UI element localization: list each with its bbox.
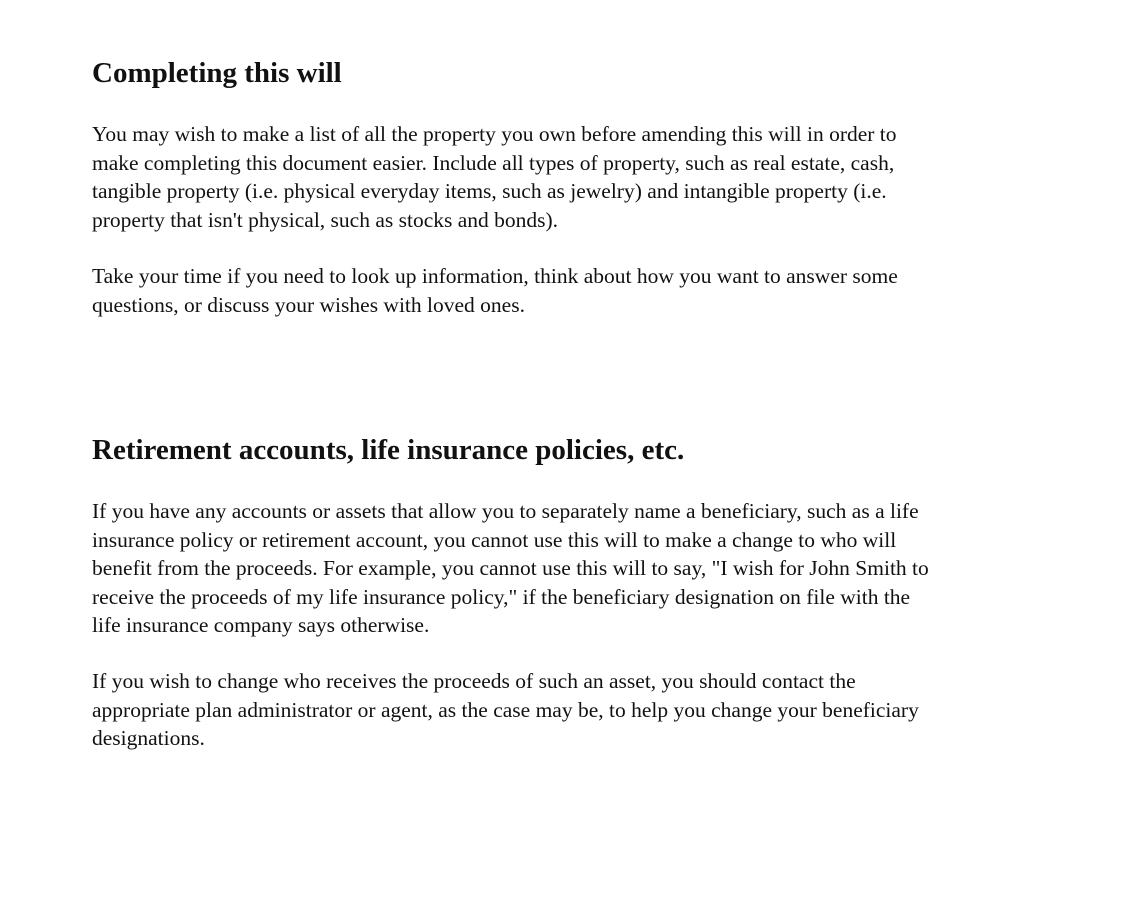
paragraph-line: questions, or discuss your wishes with loved ones. xyxy=(92,292,525,317)
paragraph-line: insurance policy or retirement account, you cannot use this will to make a change to who will xyxy=(92,527,897,552)
paragraph-change-beneficiary xyxy=(92,667,1057,753)
paragraph-line: tangible property (i.e. physical everyday items, such as jewelry) and intangible property (i.e. xyxy=(92,179,887,204)
paragraph-line: appropriate plan administrator or agent, as the case may be, to help you change your beneficiary xyxy=(92,697,919,722)
paragraph-line: designations. xyxy=(92,726,205,751)
paragraph-line: make completing this document easier. Include all types of property, such as real estate, cash, xyxy=(92,150,895,175)
paragraph-line: receive the proceeds of my life insurance policy," if the beneficiary designation on file with the xyxy=(92,584,911,609)
paragraph-line: life insurance company says otherwise. xyxy=(92,613,430,638)
paragraph-beneficiary-accounts xyxy=(92,497,1057,640)
paragraph-line: If you have any accounts or assets that allow you to separately name a beneficiary, such as a life xyxy=(92,499,919,523)
section-title-retirement-accounts: Retirement accounts, life insurance policies, etc. xyxy=(92,434,685,466)
section-title-completing-will: Completing this will xyxy=(92,57,342,89)
paragraph-take-your-time xyxy=(92,262,1057,319)
paragraph-line: If you wish to change who receives the proceeds of such an asset, you should contact the xyxy=(92,669,856,693)
paragraph-property-list xyxy=(92,120,1057,234)
paragraph-line: You may wish to make a list of all the property you own before amending this will in order to xyxy=(92,122,897,146)
paragraph-line: Take your time if you need to look up information, think about how you want to answer some xyxy=(92,264,898,288)
paragraph-line: property that isn't physical, such as stocks and bonds). xyxy=(92,207,559,232)
paragraph-line: benefit from the proceeds. For example, you cannot use this will to say, "I wish for John Smith to xyxy=(92,556,929,581)
